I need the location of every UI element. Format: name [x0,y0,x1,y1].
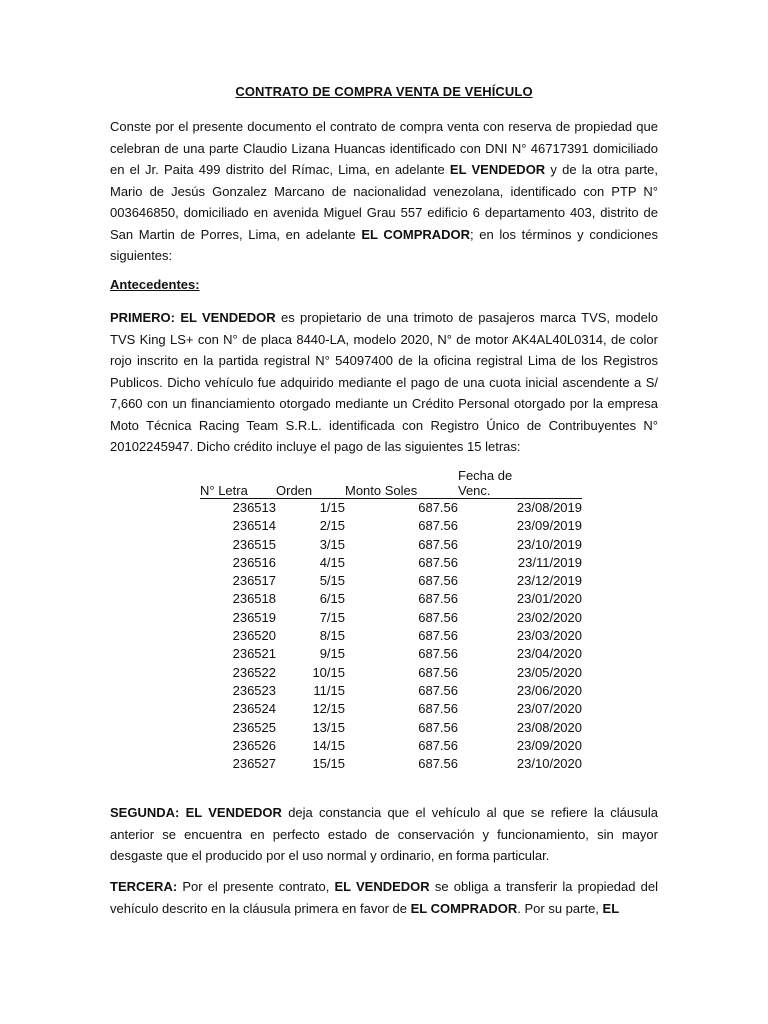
cell-monto: 687.56 [418,500,458,515]
cell-fecha: 23/01/2020 [516,591,582,607]
cell-letra: 236518 [232,591,276,607]
cell-letra: 236517 [232,573,276,589]
cell-letra: 236526 [232,737,276,753]
cell-orden: 2/15 [319,518,345,534]
cell-letra: 236515 [232,536,276,552]
cell-letra: 236520 [232,628,276,644]
cell-orden: 3/15 [319,536,345,552]
cell-fecha: 23/07/2020 [516,701,582,717]
cell-monto: 687.56 [418,646,458,662]
cell-fecha: 23/11/2019 [517,554,582,570]
cell-orden: 11/15 [313,682,345,698]
cell-orden: 6/15 [319,591,345,607]
header-fecha [458,468,582,499]
table-row [200,682,582,700]
cell-monto: 687.56 [418,756,458,772]
cell-orden: 14/15 [312,737,345,753]
cell-fecha: 23/06/2020 [516,682,582,698]
segunda-label: SEGUNDA: [110,805,180,820]
header-letra: N° Letra [200,468,276,499]
cell-fecha: 23/12/2019 [516,573,582,589]
cell-letra: 236514 [232,518,276,534]
cell-monto: 687.56 [418,554,458,570]
cell-fecha: 23/08/2019 [516,500,582,515]
cell-letra: 236513 [232,500,276,515]
table-header-row [200,468,582,499]
cell-fecha: 23/09/2020 [516,737,582,753]
intro-text-2: y de la otra parte, Mario de Jesús Gonzalez Marcano de nacionalidad venezolana, identificado con PTP N° 003646850, domiciliado en avenida Miguel Grau 557 edificio 6 departamento 403, distrito de San Martin de Porres, Lima, en adelante [110,162,658,242]
cell-monto: 687.56 [418,682,458,698]
intro-vendedor: EL VENDEDOR [449,162,546,177]
tercera-text-1: Por el presente contrato, [177,879,335,894]
table-row [200,517,582,535]
tercera-label: TERCERA: [110,879,178,894]
cell-orden: 7/15 [319,609,345,625]
intro-text-1: Conste por el presente documento el contrato de compra venta con reserva de propiedad que celebran de una parte Claudio Lizana Huancas identificado con DNI N° 46717391 domiciliado en el Jr. Paita 499 distrito del Rímac, Lima, en adelante [110,119,658,177]
header-monto: Monto Soles [345,468,458,499]
letras-table [200,468,582,773]
cell-letra: 236522 [232,664,276,680]
table-row [200,590,582,608]
intro-text-3: ; en los términos y condiciones siguientes: [110,226,658,263]
table-row [200,664,582,682]
tercera-el: EL [602,900,620,916]
intro-paragraph [110,116,658,267]
tercera-paragraph [110,876,658,919]
cell-fecha: 23/04/2020 [516,646,582,662]
letras-table-body [200,499,582,774]
table-row [200,755,582,773]
table-row [200,554,582,572]
table-row [200,499,582,518]
intro-comprador: EL COMPRADOR [361,226,471,242]
cell-orden: 15/15 [312,756,345,772]
cell-monto: 687.56 [418,701,458,717]
cell-fecha: 23/09/2019 [516,518,582,534]
antecedentes-heading: Antecedentes: [110,277,200,292]
header-orden: Orden [276,468,345,499]
table-row [200,536,582,554]
table-row [200,627,582,645]
document-title: CONTRATO DE COMPRA VENTA DE VEHÍCULO [235,84,533,99]
tercera-vendedor: EL VENDEDOR [334,879,430,894]
cell-orden: 10/15 [312,664,345,680]
cell-monto: 687.56 [418,719,458,735]
cell-monto: 687.56 [418,573,458,589]
cell-orden: 9/15 [319,646,345,662]
cell-orden: 5/15 [319,573,345,589]
primero-paragraph [110,307,658,458]
cell-fecha: 23/10/2020 [516,756,582,772]
cell-letra: 236523 [232,682,276,698]
cell-monto: 687.56 [418,628,458,644]
primero-label: PRIMERO: [110,310,175,325]
cell-orden: 13/15 [312,719,345,735]
cell-letra: 236527 [232,756,276,772]
tercera-comprador: EL COMPRADOR [410,900,518,916]
primero-text: es propietario de una trimoto de pasajeros marca TVS, modelo TVS King LS+ con N° de placa 8440-LA, modelo 2020, N° de motor AK4AL40L0314, de color rojo inscrito en la partida registral N° 54097400 de la oficina registral Lima de los Registros Publicos. Dicho vehículo fue adquirido mediante el pago de una cuota inicial ascendente a S/ 7,660 con un financiamiento otorgado mediante un Crédito Personal otorgado por la empresa Moto Técnica Racing Team S.R.L. identificada con Registro Único de Contribuyentes N° 20102245947. Dicho crédito incluye el pago de las siguientes 15 letras: [110,310,658,454]
primero-vendedor: EL VENDEDOR [180,310,276,325]
cell-monto: 687.56 [418,518,458,534]
cell-monto: 687.56 [418,609,458,625]
cell-orden: 1/15 [319,500,345,515]
segunda-vendedor: EL VENDEDOR [185,805,282,820]
tercera-text-2: se obliga a transferir la propiedad del vehículo descrito en la cláusula primera en favor de [110,879,658,916]
cell-orden: 12/15 [312,701,345,717]
table-row [200,719,582,737]
cell-letra: 236524 [232,701,276,717]
cell-letra: 236521 [232,646,276,662]
cell-monto: 687.56 [418,664,458,680]
segunda-text: deja constancia que el vehículo al que se refiere la cláusula anterior se encuentra en perfecto estado de conservación y funcionamiento, sin mayor desgaste que el producido por el uso normal y ordinario, en forma particular. [110,805,658,863]
cell-fecha: 23/03/2020 [516,628,582,644]
cell-orden: 4/15 [319,554,345,570]
tercera-text-3: . Por su parte, [517,900,603,916]
cell-fecha: 23/08/2020 [516,719,582,735]
segunda-paragraph [110,802,658,867]
cell-monto: 687.56 [418,737,458,753]
cell-fecha: 23/05/2020 [516,664,582,680]
table-row [200,609,582,627]
cell-monto: 687.56 [418,591,458,607]
table-row [200,645,582,663]
header-fecha-line1: Fecha de [458,468,513,483]
cell-letra: 236516 [232,554,276,570]
cell-fecha: 23/02/2020 [516,609,582,625]
cell-orden: 8/15 [319,628,345,644]
cell-letra: 236525 [232,719,276,735]
table-row [200,572,582,590]
table-row [200,700,582,718]
cell-monto: 687.56 [418,536,458,552]
header-fecha-line2: Venc. [458,483,491,498]
cell-fecha: 23/10/2019 [516,536,582,552]
cell-letra: 236519 [232,609,276,625]
table-row [200,737,582,755]
